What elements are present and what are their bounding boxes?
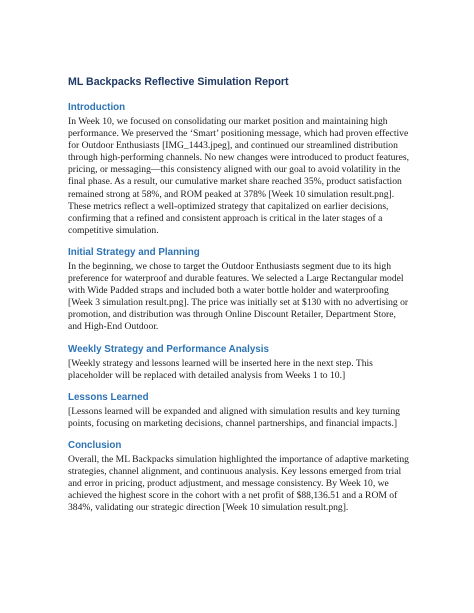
section-lessons-learned [68, 392, 412, 430]
section-heading: Conclusion [68, 439, 122, 451]
section-body: [Lessons learned will be expanded and aligned with simulation results and key turning points, focusing on marketing decisions, channel partnerships, and financial impacts.] [68, 405, 400, 429]
section-weekly-strategy [68, 344, 412, 382]
document-title: ML Backpacks Reflective Simulation Report [68, 76, 289, 88]
section-initial-strategy [68, 247, 412, 334]
section-body: In the beginning, we chose to target the Outdoor Enthusiasts segment due to its high preference for waterproof and durable features. We selected a Large Rectangular model with Wide Padded straps and included both a water bottle holder and waterproofing [Week 3 simulation result.png]. The price was initially set at $130 with no advertising or promotion, and distribution was through Online Discount Retailer, Department Store, and High-End Outdoor. [68, 260, 409, 333]
section-heading: Initial Strategy and Planning [68, 246, 200, 258]
section-heading: Lessons Learned [68, 391, 149, 403]
section-introduction [68, 102, 412, 237]
section-heading: Introduction [68, 102, 126, 113]
document-page [68, 76, 412, 524]
section-body: In Week 10, we focused on consolidating our market position and maintaining high performance. We preserved the ‘Smart’ positioning message, which had proven effective for Outdoor Enthusiasts [IMG_1443.jpeg], and continued our streamlined distribution through high-performing channels. No new changes were introduced to product features, pricing, or messaging—this consistency aligned with our goal to avoid volatility in the final phase. As a result, our cumulative market share reached 35%, product satisfaction remained strong at 58%, and ROM peaked at 378% [Week 10 simulation result.png]. These metrics reflect a well-optimized strategy that capitalized on earlier decisions, confirming that a refined and consistent approach is critical in the later stages of a competitive simulation. [68, 116, 409, 236]
section-heading: Weekly Strategy and Performance Analysis [68, 343, 269, 355]
section-body: [Weekly strategy and lessons learned will be inserted here in the next step. This placeholder will be replaced with detailed analysis from Weeks 1 to 10.] [68, 357, 373, 381]
section-conclusion [68, 440, 412, 514]
section-body: Overall, the ML Backpacks simulation highlighted the importance of adaptive marketing strategies, channel alignment, and continuous analysis. Key lessons emerged from trial and error in pricing, product adjustment, and message consistency. By Week 10, we achieved the highest score in the cohort with a net profit of $88,136.51 and a ROM of 384%, validating our strategic direction [Week 10 simulation result.png]. [68, 453, 409, 514]
